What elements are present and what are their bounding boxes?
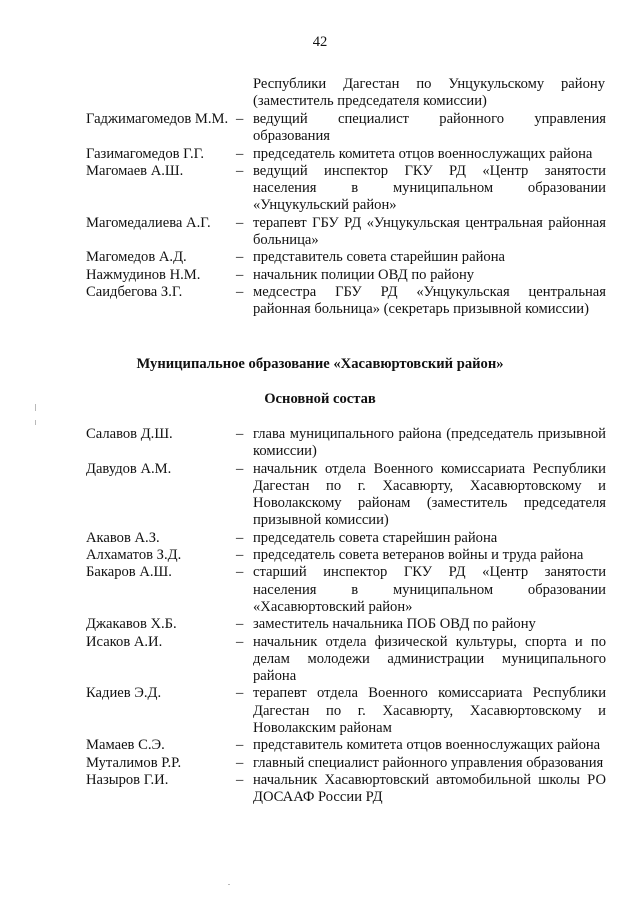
member-name: Алхаматов З.Д. [86, 547, 182, 564]
member-name: Исаков А.И. [86, 633, 163, 650]
dash-separator: – [236, 633, 244, 650]
member-name: Мамаев С.Э. [86, 737, 165, 754]
dash-separator: – [236, 283, 244, 300]
member-name: Газимагомедов Г.Г. [86, 145, 205, 162]
member-entry [86, 616, 606, 633]
dash-separator: – [236, 426, 244, 442]
dash-separator: – [236, 547, 244, 564]
dash-separator: – [236, 249, 244, 266]
member-name: Кадиев Э.Д. [86, 685, 162, 702]
member-entry [86, 163, 606, 215]
member-role: старший инспектор ГКУ РД «Центр занятости населения в муниципальном образовании «Хасавюртовский район» [253, 564, 606, 615]
member-role: председатель комитета отцов военнослужащих района [253, 145, 593, 162]
dash-separator: – [236, 754, 244, 771]
member-name: Саидбегова З.Г. [86, 283, 183, 300]
member-role: главный специалист районного управления образования [253, 754, 604, 771]
section-title: Муниципальное образование «Хасавюртовский район» [136, 356, 504, 372]
member-role: терапевт ГБУ РД «Унцукульская центральная районная больница» [253, 214, 606, 249]
member-name: Магомедов А.Д. [86, 249, 187, 266]
member-entry [86, 215, 606, 250]
page-number: 42 [312, 34, 328, 50]
member-entry [86, 461, 606, 530]
member-entry [86, 772, 606, 807]
member-name: Давудов А.М. [86, 460, 172, 477]
scan-mark-bottom [228, 884, 230, 885]
scan-mark-left [35, 404, 36, 411]
member-name: Салавов Д.Ш. [86, 426, 173, 442]
member-name: Назыров Г.И. [86, 771, 169, 788]
member-entry [86, 755, 606, 772]
member-entry [86, 685, 606, 737]
member-role: терапевт отдела Военного комиссариата Республики Дагестан по г. Хасавюрту, Хасавюртовскому и Новолакским районам [253, 685, 606, 737]
member-entry [86, 284, 606, 319]
commission-member-list-unczukul [86, 111, 606, 319]
dash-separator: – [236, 616, 244, 633]
member-role: начальник отдела Военного комиссариата Республики Дагестан по г. Хасавюрту, Хасавюртовскому и Новолакскому районам (заместитель председателя призывной комиссии) [253, 460, 606, 529]
member-role: начальник полиции ОВД по району [253, 266, 475, 283]
continued-role-line-2: (заместитель председателя комиссии) [253, 93, 487, 110]
member-name: Бакаров А.Ш. [86, 564, 172, 581]
member-name: Магомаев А.Ш. [86, 162, 184, 179]
scan-mark-left-2 [35, 420, 36, 425]
dash-separator: – [236, 564, 244, 581]
member-entry [86, 634, 606, 686]
member-entry [86, 111, 606, 146]
member-entry [86, 564, 606, 616]
member-entry [86, 737, 606, 754]
dash-separator: – [236, 266, 244, 283]
dash-separator: – [236, 529, 244, 546]
member-name: Джакавов Х.Б. [86, 616, 177, 633]
member-role: заместитель начальника ПОБ ОВД по району [253, 616, 536, 633]
continued-role-text [253, 76, 605, 111]
member-role: ведущий специалист районного управления образования [253, 111, 606, 145]
dash-separator: – [236, 214, 244, 231]
member-role: представитель комитета отцов военнослужащих района [253, 737, 601, 754]
dash-separator: – [236, 771, 244, 788]
continued-role-line-1: Республики Дагестан по Унцукульскому району [253, 76, 605, 92]
member-name: Муталимов Р.Р. [86, 754, 182, 771]
member-entry [86, 146, 606, 163]
member-role: глава муниципального района (председатель призывной комиссии) [253, 426, 606, 460]
member-entry [86, 530, 606, 547]
dash-separator: – [236, 162, 244, 179]
subsection-title: Основной состав [264, 391, 376, 407]
dash-separator: – [236, 145, 244, 162]
dash-separator: – [236, 460, 244, 477]
member-name: Акавов А.З. [86, 529, 160, 546]
member-role: ведущий инспектор ГКУ РД «Центр занятости населения в муниципальном образовании «Унцукульский район» [253, 162, 606, 214]
dash-separator: – [236, 111, 244, 127]
member-role: председатель совета ветеранов войны и труда района [253, 547, 584, 564]
commission-member-list-khasavyurt [86, 426, 606, 807]
member-name: Нажмудинов Н.М. [86, 266, 201, 283]
member-entry [86, 547, 606, 564]
member-role: председатель совета старейшин района [253, 529, 498, 546]
member-entry [86, 426, 606, 461]
member-role: начальник Хасавюртовский автомобильной школы РО ДОСААФ России РД [253, 771, 606, 806]
member-name: Гаджимагомедов М.М. [86, 111, 229, 127]
dash-separator: – [236, 685, 244, 702]
member-role: представитель совета старейшин района [253, 249, 505, 266]
member-role: начальник отдела физической культуры, спорта и по делам молодежи администрации муниципального района [253, 633, 606, 685]
member-entry [86, 267, 606, 284]
member-name: Магомедалиева А.Г. [86, 214, 211, 231]
member-entry [86, 249, 606, 266]
member-role: медсестра ГБУ РД «Унцукульская центральная районная больница» (секретарь призывной комиссии) [253, 283, 606, 318]
dash-separator: – [236, 737, 244, 754]
